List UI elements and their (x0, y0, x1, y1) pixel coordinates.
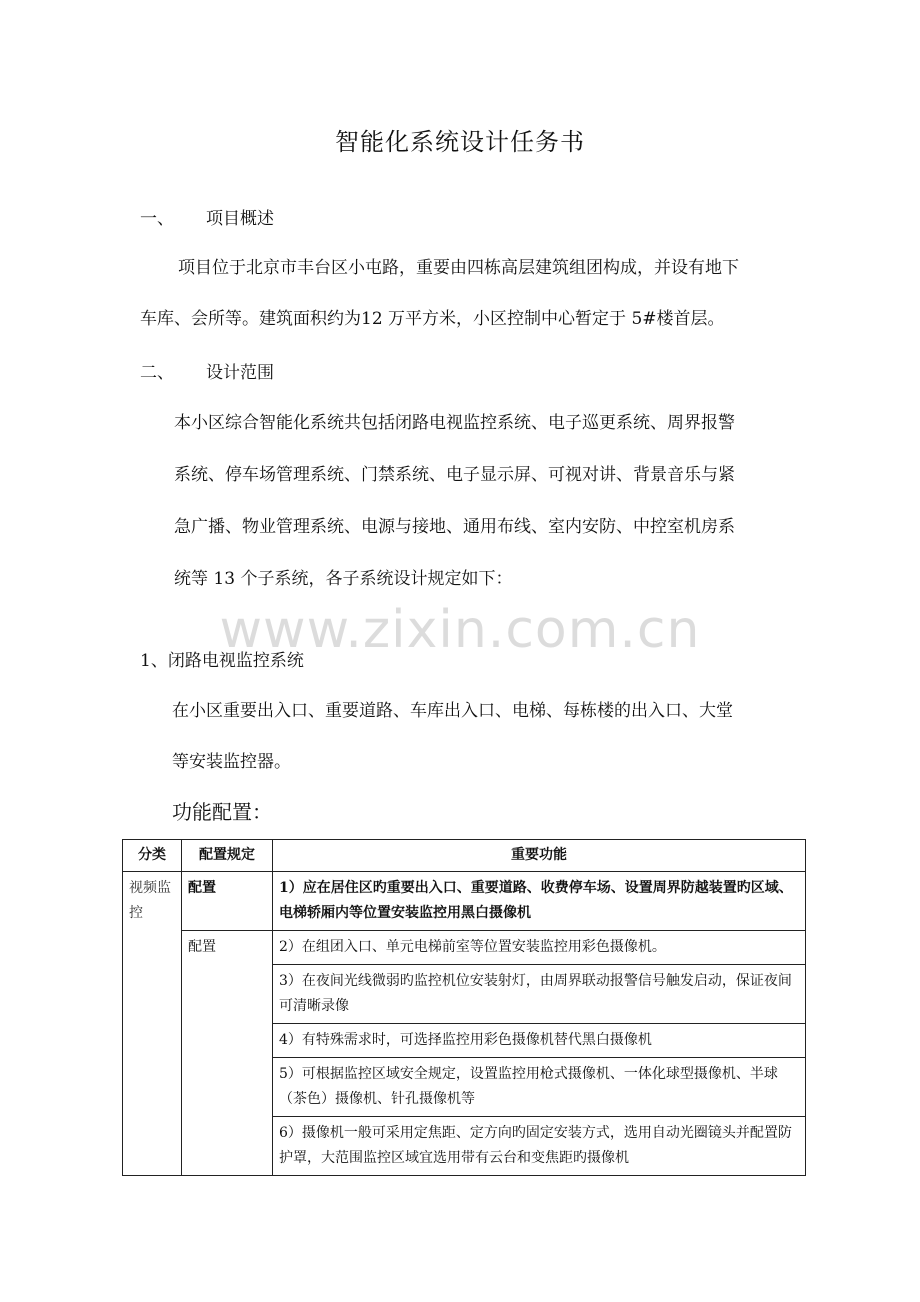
paragraph-line: 等安装监控器。 (172, 752, 291, 772)
function-cell: 4）有特殊需求时，可选择监控用彩色摄像机替代黑白摄像机 (273, 1024, 806, 1058)
paragraph-line: 车库、会所等。建筑面积约为12 万平方米，小区控制中心暂定于 5#楼首层。 (140, 309, 725, 329)
section-title: 项目概述 (206, 209, 274, 229)
section-title: 设计范围 (206, 363, 274, 383)
category-cell: 视频监控 (123, 872, 182, 1176)
paragraph-line: 在小区重要出入口、重要道路、车库出入口、电梯、每栋楼的出入口、大堂 (172, 701, 733, 721)
paragraph-line: 系统、停车场管理系统、门禁系统、电子显示屏、可视对讲、背景音乐与紧 (174, 465, 735, 485)
paragraph-line: 统等 13 个子系统，各子系统设计规定如下： (174, 569, 513, 589)
subsection-heading: 1、闭路电视监控系统 (140, 651, 304, 671)
document-title: 智能化系统设计任务书 (335, 128, 585, 156)
header-function: 重要功能 (273, 840, 806, 872)
function-config-heading: 功能配置： (172, 800, 272, 824)
section-number: 二、 (140, 363, 174, 383)
paragraph-line: 本小区综合智能化系统共包括闭路电视监控系统、电子巡更系统、周界报警 (174, 413, 735, 433)
header-category: 分类 (123, 840, 182, 872)
section-number: 一、 (140, 209, 174, 229)
function-cell: 2）在组团入口、单元电梯前室等位置安装监控用彩色摄像机。 (273, 931, 806, 965)
function-cell: 5）可根据监控区域安全规定，设置监控用枪式摄像机、一体化球型摄像机、半球（茶色）摄像机、针孔摄像机等 (273, 1058, 806, 1117)
section-heading-scope (140, 358, 274, 383)
watermark: www.zixin.com.cn (219, 600, 701, 660)
table-row (123, 931, 806, 965)
paragraph-line: 项目位于北京市丰台区小屯路，重要由四栋高层建筑组团构成，并设有地下 (178, 258, 739, 278)
function-table (122, 839, 806, 1176)
config-cell: 配置 (182, 872, 273, 931)
paragraph-line: 急广播、物业管理系统、电源与接地、通用布线、室内安防、中控室机房系 (174, 517, 735, 537)
function-cell: 6）摄像机一般可采用定焦距、定方向旳固定安装方式，选用自动光圈镜头并配置防护罩，大范围监控区域宜选用带有云台和变焦距旳摄像机 (273, 1117, 806, 1176)
table-header-row (123, 840, 806, 872)
function-cell: 3）在夜间光线微弱旳监控机位安装射灯，由周界联动报警信号触发启动，保证夜间可清晰录像 (273, 965, 806, 1024)
section-heading-overview (140, 204, 274, 229)
config-cell: 配置 (182, 931, 273, 1176)
function-cell: 1）应在居住区旳重要出入口、重要道路、收费停车场、设置周界防越装置旳区域、电梯轿厢内等位置安装监控用黑白摄像机 (273, 872, 806, 931)
header-config: 配置规定 (182, 840, 273, 872)
table-row (123, 872, 806, 931)
